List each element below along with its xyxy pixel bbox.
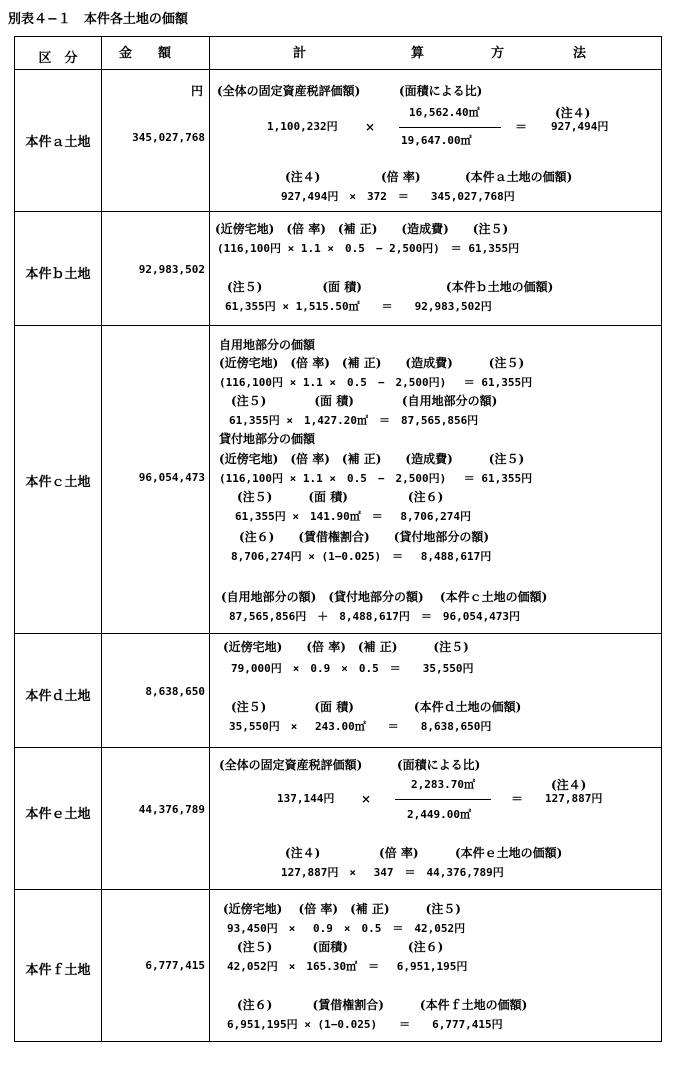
table-title: 別表４−１ 本件各土地の価額 (8, 12, 188, 27)
calc-f-line-4: 42,052円 × 165.30㎡ ＝ 6,951,195円 (227, 960, 468, 973)
calc-a-result: 927,494円 (551, 120, 609, 133)
calc-c-line-7: (近傍宅地) (倍 率) (補 正) (造成費) (注５) (219, 452, 525, 466)
calc-a-times: × (365, 120, 376, 134)
calc-e-times: × (361, 792, 372, 806)
calc-f-line-6: 6,951,195円 × (1−0.025) ＝ 6,777,415円 (227, 1018, 503, 1031)
calc-c-line-9: (注５) (面 積) (注６) (237, 490, 444, 504)
yen-unit: 円 (191, 84, 204, 98)
row-label-c: 本件ｃ土地 (25, 475, 91, 490)
calc-c-line-13: (自用地部分の額) (貸付地部分の額) (本件ｃ土地の価額) (221, 590, 548, 604)
calc-e-denominator: 2,449.00㎡ (407, 808, 471, 821)
row-amount-b: 92,983,502 (138, 263, 205, 276)
valuation-table (14, 36, 662, 1042)
calc-a-label-3: (注４) (285, 170, 321, 184)
row-label-d: 本件ｄ土地 (25, 689, 91, 704)
calc-e-label-2: (面積による比) (397, 758, 481, 772)
calc-f-line-3: (注５) (面積) (注６) (237, 940, 444, 954)
header-keisan-3: 方 (491, 46, 505, 61)
calc-c-line-5: 61,355円 × 1,427.20㎡ ＝ 87,565,856円 (229, 414, 479, 427)
calc-c-line-10: 61,355円 × 141.90㎡ ＝ 8,706,274円 (235, 510, 471, 523)
row-divider (15, 325, 661, 326)
calc-a-label-5: (本件ａ土地の価額) (465, 170, 573, 184)
calc-d-line-4: 35,550円 × 243.00㎡ ＝ 8,638,650円 (229, 720, 492, 733)
calc-b-line-2: (116,100円 × 1.1 × 0.5 − 2,500円) ＝ 61,355円 (217, 242, 520, 255)
calc-b-line-3: (注５) (面 積) (本件ｂ土地の価額) (227, 280, 554, 294)
calc-e-label-3: (注４) (285, 846, 321, 860)
row-amount-d: 8,638,650 (145, 685, 205, 698)
column-divider (209, 37, 210, 1041)
calc-e-fraction-bar (395, 799, 491, 800)
calc-a-label-1: (全体の固定資産税評価額) (217, 84, 361, 98)
row-divider (15, 747, 661, 748)
calc-b-line-1: (近傍宅地) (倍 率) (補 正) (造成費) (注５) (215, 222, 509, 236)
header-kubun: 区 分 (38, 51, 78, 66)
calc-a-value: 1,100,232円 (267, 120, 338, 133)
calc-c-line-2: (近傍宅地) (倍 率) (補 正) (造成費) (注５) (219, 356, 525, 370)
calc-a-note: (注４) (555, 106, 591, 120)
row-label-f: 本件ｆ土地 (25, 963, 91, 978)
calc-c-line-3: (116,100円 × 1.1 × 0.5 − 2,500円) ＝ 61,355円 (219, 376, 533, 389)
calc-f-line-5: (注６) (賃借権割合) (本件ｆ土地の価額) (237, 998, 528, 1012)
row-label-a: 本件ａ土地 (25, 135, 91, 150)
calc-d-line-2: 79,000円 × 0.9 × 0.5 ＝ 35,550円 (231, 662, 474, 675)
calc-c-line-6: 貸付地部分の価額 (219, 432, 316, 446)
calc-c-line-12: 8,706,274円 × (1−0.025) ＝ 8,488,617円 (231, 550, 492, 563)
calc-d-line-3: (注５) (面 積) (本件ｄ土地の価額) (231, 700, 522, 714)
calc-a-fraction-bar (399, 127, 501, 128)
calc-e-note: (注４) (551, 778, 587, 792)
header-keisan-2: 算 (411, 46, 425, 61)
calc-b-line-4: 61,355円 × 1,515.50㎡ ＝ 92,983,502円 (225, 300, 492, 313)
header-kingaku: 金 額 (119, 46, 172, 61)
column-divider (101, 37, 102, 1041)
calc-e-label-1: (全体の固定資産税評価額) (219, 758, 363, 772)
calc-e-numerator: 2,283.70㎡ (411, 778, 475, 791)
calc-f-line-1: (近傍宅地) (倍 率) (補 正) (注５) (223, 902, 461, 916)
calc-a-line-4: 927,494円 × 372 ＝ 345,027,768円 (281, 190, 515, 203)
row-amount-a: 345,027,768 (132, 131, 205, 144)
calc-e-label-4: (倍 率) (379, 846, 419, 860)
row-label-e: 本件ｅ土地 (25, 807, 91, 822)
calc-e-label-5: (本件ｅ土地の価額) (455, 846, 563, 860)
calc-e-value: 137,144円 (277, 792, 335, 805)
calc-c-line-4: (注５) (面 積) (自用地部分の額) (231, 394, 498, 408)
calc-e-equals: ＝ (511, 792, 524, 806)
calc-a-equals: ＝ (515, 120, 528, 134)
row-divider (15, 633, 661, 634)
calc-a-denominator: 19,647.00㎡ (401, 134, 472, 147)
calc-c-line-8: (116,100円 × 1.1 × 0.5 − 2,500円) ＝ 61,355円 (219, 472, 533, 485)
calc-a-label-2: (面積による比) (399, 84, 483, 98)
header-divider (15, 69, 661, 70)
calc-a-numerator: 16,562.40㎡ (409, 106, 480, 119)
row-amount-e: 44,376,789 (138, 803, 205, 816)
calc-a-label-4: (倍 率) (381, 170, 421, 184)
row-amount-c: 96,054,473 (138, 471, 205, 484)
header-keisan-1: 計 (293, 46, 307, 61)
header-keisan-4: 法 (573, 46, 587, 61)
calc-e-result: 127,887円 (545, 792, 603, 805)
calc-c-line-14: 87,565,856円 ＋ 8,488,617円 ＝ 96,054,473円 (229, 610, 521, 623)
calc-c-line-11: (注６) (賃借権割合) (貸付地部分の額) (239, 530, 490, 544)
row-amount-f: 6,777,415 (145, 959, 205, 972)
row-divider (15, 211, 661, 212)
calc-c-line-1: 自用地部分の価額 (219, 338, 316, 352)
row-label-b: 本件ｂ土地 (25, 267, 91, 282)
row-divider (15, 889, 661, 890)
calc-e-line-4: 127,887円 × 347 ＝ 44,376,789円 (281, 866, 504, 879)
calc-d-line-1: (近傍宅地) (倍 率) (補 正) (注５) (223, 640, 469, 654)
calc-f-line-2: 93,450円 × 0.9 × 0.5 ＝ 42,052円 (227, 922, 466, 935)
